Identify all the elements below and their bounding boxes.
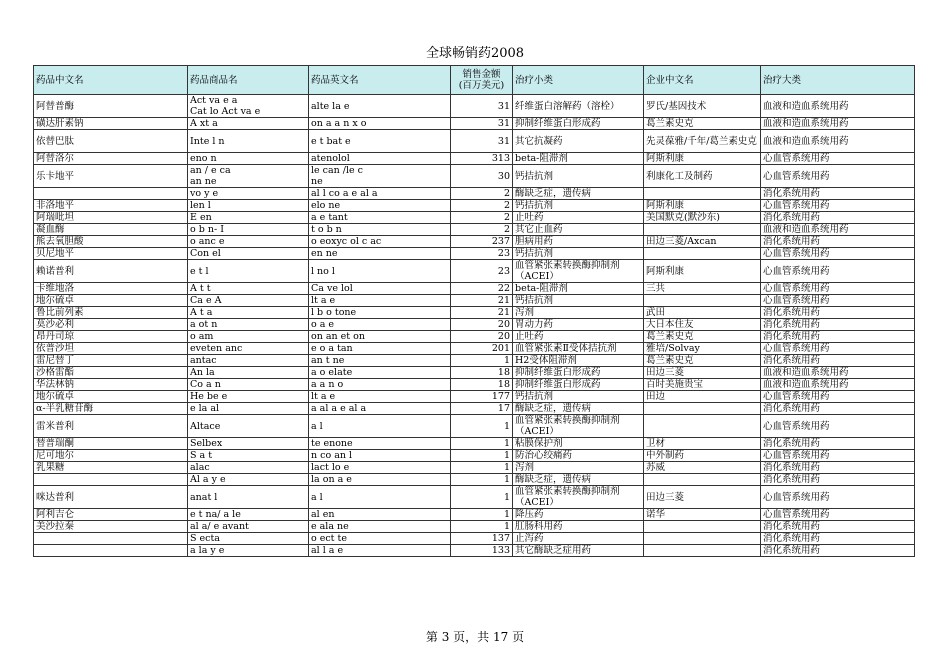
col-brand-name-cell: Co a n xyxy=(188,379,309,391)
table-row xyxy=(34,462,915,474)
col-sales-cell: 31 xyxy=(451,130,513,153)
col-company-cell: 田边三菱/Axcan xyxy=(644,236,761,248)
col-company-cell: 苏威 xyxy=(644,462,761,474)
table-row xyxy=(34,95,915,118)
col-brand-name-cell: Al a y e xyxy=(188,474,309,486)
col-brand-name-cell: a la y e xyxy=(188,545,309,557)
col-subclass-cell: 其它抗凝药 xyxy=(513,130,644,153)
col-sales-cell: 30 xyxy=(451,165,513,188)
col-subclass-cell: 酶缺乏症，遗传病 xyxy=(513,403,644,415)
col-subclass-cell: beta-阻滞剂 xyxy=(513,283,644,295)
col-cn-name-cell: 凝血酶 xyxy=(34,224,188,236)
col-en-name-cell: elo ne xyxy=(309,200,451,212)
col-company-cell: 大日本住友 xyxy=(644,319,761,331)
col-cn-name-cell: 阿替洛尔 xyxy=(34,153,188,165)
col-sales-cell: 1 xyxy=(451,486,513,509)
table-row xyxy=(34,188,915,200)
col-company-cell: 葛兰素史克 xyxy=(644,331,761,343)
table-row xyxy=(34,486,915,509)
col-sales-cell: 1 xyxy=(451,438,513,450)
col-en-name-cell: e o a tan xyxy=(309,343,451,355)
col-en-name-cell: o a e xyxy=(309,319,451,331)
col-sales-cell: 137 xyxy=(451,533,513,545)
col-class-cell: 血液和造血系统用药 xyxy=(761,118,915,130)
col-brand-name-cell: o am xyxy=(188,331,309,343)
col-en-name-cell: o eoxyc ol c ac xyxy=(309,236,451,248)
table-row xyxy=(34,130,915,153)
col-cn-name-cell xyxy=(34,474,188,486)
table-row xyxy=(34,212,915,224)
col-en-name-cell: al l co a e al a xyxy=(309,188,451,200)
col-sales-cell: 201 xyxy=(451,343,513,355)
col-class-header: 治疗大类 xyxy=(761,66,915,95)
col-en-name-cell: n co an l xyxy=(309,450,451,462)
col-subclass-cell: 抑制纤维蛋白形成药 xyxy=(513,118,644,130)
col-company-cell xyxy=(644,248,761,260)
table-row xyxy=(34,367,915,379)
col-cn-name-cell: 阿利吉仑 xyxy=(34,509,188,521)
col-brand-name-cell: Ca e A xyxy=(188,295,309,307)
col-subclass-cell: 止吐药 xyxy=(513,212,644,224)
col-brand-name-cell: Act va e a Cat lo Act va e xyxy=(188,95,309,118)
col-en-name-cell: a o elate xyxy=(309,367,451,379)
col-brand-name-cell: len l xyxy=(188,200,309,212)
col-brand-name-cell: al a/ e avant xyxy=(188,521,309,533)
col-cn-name-cell: 卡维地洛 xyxy=(34,283,188,295)
col-sales-cell: 18 xyxy=(451,379,513,391)
col-sales-cell: 17 xyxy=(451,403,513,415)
col-sales-cell: 313 xyxy=(451,153,513,165)
col-company-cell: 诺华 xyxy=(644,509,761,521)
col-en-name-cell: a l xyxy=(309,486,451,509)
col-subclass-cell: 钙拮抗剂 xyxy=(513,200,644,212)
col-subclass-header: 治疗小类 xyxy=(513,66,644,95)
col-cn-name-cell: 阿替普酶 xyxy=(34,95,188,118)
col-subclass-cell: 抑制纤维蛋白形成药 xyxy=(513,379,644,391)
col-sales-cell: 1 xyxy=(451,474,513,486)
drug-sales-table xyxy=(33,65,915,557)
col-cn-name-cell: 依替巴肽 xyxy=(34,130,188,153)
col-company-cell: 武田 xyxy=(644,307,761,319)
col-brand-name-cell: E en xyxy=(188,212,309,224)
col-cn-name-cell: 雷米普利 xyxy=(34,415,188,438)
col-subclass-cell: 血管紧张素Ⅱ受体拮抗剂 xyxy=(513,343,644,355)
col-en-name-cell: e t bat e xyxy=(309,130,451,153)
col-company-cell xyxy=(644,521,761,533)
col-en-name-cell: al en xyxy=(309,509,451,521)
col-subclass-cell: 其它止血药 xyxy=(513,224,644,236)
col-class-cell: 心血管系统用药 xyxy=(761,153,915,165)
col-en-name-cell: atenolol xyxy=(309,153,451,165)
col-brand-name-cell: e t na/ a le xyxy=(188,509,309,521)
col-cn-name-cell: 地尔硫卓 xyxy=(34,295,188,307)
col-subclass-cell: 泻剂 xyxy=(513,462,644,474)
col-cn-name-cell: 乳果糖 xyxy=(34,462,188,474)
col-sales-cell: 31 xyxy=(451,118,513,130)
col-sales-cell: 31 xyxy=(451,95,513,118)
col-en-name-cell: l no l xyxy=(309,260,451,283)
col-cn-name-cell: 雷尼替丁 xyxy=(34,355,188,367)
col-en-name-cell: a al a e al a xyxy=(309,403,451,415)
table-row xyxy=(34,474,915,486)
col-class-cell: 心血管系统用药 xyxy=(761,343,915,355)
col-subclass-cell: 止吐药 xyxy=(513,331,644,343)
table-row xyxy=(34,438,915,450)
col-class-cell: 血液和造血系统用药 xyxy=(761,379,915,391)
col-en-name-cell: en ne xyxy=(309,248,451,260)
col-brand-name-cell: A t a xyxy=(188,307,309,319)
col-en-name-cell: lt a e xyxy=(309,295,451,307)
col-sales-header: 销售金额 (百万美元) xyxy=(451,66,513,95)
col-cn-name-cell: 美沙拉秦 xyxy=(34,521,188,533)
col-brand-name-cell: Con el xyxy=(188,248,309,260)
col-class-cell: 消化系统用药 xyxy=(761,212,915,224)
col-brand-name-header: 药品商品名 xyxy=(188,66,309,95)
table-header-row xyxy=(34,66,915,95)
col-sales-cell: 2 xyxy=(451,200,513,212)
col-cn-name-cell: 昂丹司琼 xyxy=(34,331,188,343)
table-row xyxy=(34,236,915,248)
col-class-cell: 心血管系统用药 xyxy=(761,283,915,295)
col-en-name-cell: Ca ve lol xyxy=(309,283,451,295)
col-class-cell: 心血管系统用药 xyxy=(761,165,915,188)
col-en-name-cell: e ala ne xyxy=(309,521,451,533)
table-row xyxy=(34,248,915,260)
col-brand-name-cell: Inte l n xyxy=(188,130,309,153)
col-en-name-cell: le can /le c ne xyxy=(309,165,451,188)
col-subclass-cell: 抑制纤维蛋白形成药 xyxy=(513,367,644,379)
table-row xyxy=(34,200,915,212)
col-company-cell xyxy=(644,415,761,438)
col-brand-name-cell: eveten anc xyxy=(188,343,309,355)
col-subclass-cell: 酶缺乏症，遗传病 xyxy=(513,474,644,486)
col-class-cell: 血液和造血系统用药 xyxy=(761,95,915,118)
col-class-cell: 血液和造血系统用药 xyxy=(761,367,915,379)
table-row xyxy=(34,260,915,283)
col-company-cell: 葛兰素史克 xyxy=(644,355,761,367)
col-company-cell: 雅培/Solvay xyxy=(644,343,761,355)
col-class-cell: 消化系统用药 xyxy=(761,319,915,331)
col-subclass-cell: beta-阻滞剂 xyxy=(513,153,644,165)
col-subclass-cell: 血管紧张素转换酶抑制剂（ACEI） xyxy=(513,486,644,509)
col-company-cell: 阿斯利康 xyxy=(644,200,761,212)
col-sales-cell: 20 xyxy=(451,331,513,343)
table-row xyxy=(34,391,915,403)
col-company-cell: 百时美施贵宝 xyxy=(644,379,761,391)
col-class-cell: 心血管系统用药 xyxy=(761,295,915,307)
col-cn-name-cell: 尼可地尔 xyxy=(34,450,188,462)
table-row xyxy=(34,165,915,188)
col-subclass-cell: 止泻药 xyxy=(513,533,644,545)
col-subclass-cell: 防治心绞痛药 xyxy=(513,450,644,462)
col-subclass-cell: 钙拮抗剂 xyxy=(513,295,644,307)
col-subclass-cell: 钙拮抗剂 xyxy=(513,165,644,188)
table-row xyxy=(34,379,915,391)
col-sales-cell: 177 xyxy=(451,391,513,403)
col-brand-name-cell: e la al xyxy=(188,403,309,415)
col-brand-name-cell: eno n xyxy=(188,153,309,165)
col-brand-name-cell: a ot n xyxy=(188,319,309,331)
table-row xyxy=(34,545,915,557)
col-en-name-cell: lt a e xyxy=(309,391,451,403)
col-brand-name-cell: S a t xyxy=(188,450,309,462)
col-cn-name-cell: α-半乳糖苷酶 xyxy=(34,403,188,415)
table-row xyxy=(34,283,915,295)
table-row xyxy=(34,319,915,331)
col-en-name-cell: lact lo e xyxy=(309,462,451,474)
col-sales-cell: 1 xyxy=(451,355,513,367)
col-subclass-cell: 钙拮抗剂 xyxy=(513,248,644,260)
col-company-cell xyxy=(644,545,761,557)
col-company-cell xyxy=(644,403,761,415)
col-cn-name-cell xyxy=(34,533,188,545)
table-row xyxy=(34,450,915,462)
col-subclass-cell: 纤维蛋白溶解药（溶栓） xyxy=(513,95,644,118)
table-row xyxy=(34,118,915,130)
col-sales-cell: 22 xyxy=(451,283,513,295)
col-class-cell: 心血管系统用药 xyxy=(761,486,915,509)
col-class-cell: 心血管系统用药 xyxy=(761,248,915,260)
table-row xyxy=(34,331,915,343)
col-subclass-cell: H2受体阻滞剂 xyxy=(513,355,644,367)
page-title: 全球畅销药2008 xyxy=(425,46,525,61)
col-brand-name-cell: alac xyxy=(188,462,309,474)
col-en-name-cell: on a a n x o xyxy=(309,118,451,130)
col-sales-cell: 133 xyxy=(451,545,513,557)
table-row xyxy=(34,533,915,545)
col-cn-name-cell: 贝尼地平 xyxy=(34,248,188,260)
col-en-name-cell: alte la e xyxy=(309,95,451,118)
col-en-name-cell: on an et on xyxy=(309,331,451,343)
col-sales-cell: 21 xyxy=(451,307,513,319)
col-brand-name-cell: Selbex xyxy=(188,438,309,450)
col-class-cell: 消化系统用药 xyxy=(761,521,915,533)
col-class-cell: 消化系统用药 xyxy=(761,533,915,545)
col-class-cell: 消化系统用药 xyxy=(761,438,915,450)
col-class-cell: 消化系统用药 xyxy=(761,545,915,557)
col-class-cell: 消化系统用药 xyxy=(761,331,915,343)
col-brand-name-cell: An la xyxy=(188,367,309,379)
col-sales-cell: 18 xyxy=(451,367,513,379)
table-row xyxy=(34,403,915,415)
col-class-cell: 消化系统用药 xyxy=(761,474,915,486)
col-class-cell: 消化系统用药 xyxy=(761,188,915,200)
col-sales-cell: 2 xyxy=(451,224,513,236)
col-company-cell xyxy=(644,295,761,307)
col-en-name-cell: la on a e xyxy=(309,474,451,486)
col-en-name-cell: a e tant xyxy=(309,212,451,224)
table-row xyxy=(34,355,915,367)
col-brand-name-cell: Altace xyxy=(188,415,309,438)
col-en-name-cell: a l xyxy=(309,415,451,438)
col-company-cell: 田边三菱 xyxy=(644,486,761,509)
page-footer: 第 3 页，共 17 页 xyxy=(425,630,525,644)
col-company-cell: 葛兰素史克 xyxy=(644,118,761,130)
col-cn-name-cell xyxy=(34,188,188,200)
col-brand-name-cell: vo y e xyxy=(188,188,309,200)
col-class-cell: 消化系统用药 xyxy=(761,307,915,319)
col-cn-name-cell: 赖诺普利 xyxy=(34,260,188,283)
col-brand-name-cell: an / e ca an ne xyxy=(188,165,309,188)
col-class-cell: 心血管系统用药 xyxy=(761,415,915,438)
col-company-cell: 先灵葆雅/千年/葛兰素史克 xyxy=(644,130,761,153)
col-company-cell: 中外制药 xyxy=(644,450,761,462)
col-cn-name-cell: 替普瑞酮 xyxy=(34,438,188,450)
col-brand-name-cell: antac xyxy=(188,355,309,367)
col-brand-name-cell: e t l xyxy=(188,260,309,283)
col-en-name-cell: al l a e xyxy=(309,545,451,557)
col-class-cell: 消化系统用药 xyxy=(761,355,915,367)
col-company-cell: 卫材 xyxy=(644,438,761,450)
col-sales-cell: 21 xyxy=(451,295,513,307)
col-brand-name-cell: o b n- I xyxy=(188,224,309,236)
col-class-cell: 消化系统用药 xyxy=(761,236,915,248)
col-cn-name-header: 药品中文名 xyxy=(34,66,188,95)
col-company-cell xyxy=(644,224,761,236)
col-brand-name-cell: o anc e xyxy=(188,236,309,248)
col-sales-cell: 23 xyxy=(451,248,513,260)
col-subclass-cell: 血管紧张素转换酶抑制剂（ACEI） xyxy=(513,260,644,283)
col-subclass-cell: 酶缺乏症，遗传病 xyxy=(513,188,644,200)
col-en-name-cell: a a n o xyxy=(309,379,451,391)
col-company-header: 企业中文名 xyxy=(644,66,761,95)
col-cn-name-cell: 鲁比前列素 xyxy=(34,307,188,319)
col-cn-name-cell: 咪达普利 xyxy=(34,486,188,509)
table-row xyxy=(34,295,915,307)
col-subclass-cell: 血管紧张素转换酶抑制剂（ACEI） xyxy=(513,415,644,438)
col-en-name-cell: t o b n xyxy=(309,224,451,236)
col-subclass-cell: 粘膜保护剂 xyxy=(513,438,644,450)
col-sales-cell: 2 xyxy=(451,212,513,224)
col-company-cell xyxy=(644,474,761,486)
col-company-cell: 田边 xyxy=(644,391,761,403)
col-company-cell: 三共 xyxy=(644,283,761,295)
col-sales-cell: 237 xyxy=(451,236,513,248)
col-sales-cell: 1 xyxy=(451,462,513,474)
col-sales-cell: 23 xyxy=(451,260,513,283)
table-row xyxy=(34,343,915,355)
col-cn-name-cell: 磺达肝素钠 xyxy=(34,118,188,130)
col-en-name-cell: te enone xyxy=(309,438,451,450)
col-brand-name-cell: anat l xyxy=(188,486,309,509)
col-company-cell: 田边三菱 xyxy=(644,367,761,379)
table-row xyxy=(34,521,915,533)
col-company-cell: 利康化工及制药 xyxy=(644,165,761,188)
col-cn-name-cell: 依普沙坦 xyxy=(34,343,188,355)
col-cn-name-cell: 莫沙必利 xyxy=(34,319,188,331)
col-en-name-cell: l b o tone xyxy=(309,307,451,319)
col-en-name-cell: an t ne xyxy=(309,355,451,367)
col-company-cell: 美国默克(默沙东) xyxy=(644,212,761,224)
col-brand-name-cell: A xt a xyxy=(188,118,309,130)
col-subclass-cell: 降压药 xyxy=(513,509,644,521)
col-subclass-cell: 钙拮抗剂 xyxy=(513,391,644,403)
col-cn-name-cell: 阿瑞吡坦 xyxy=(34,212,188,224)
col-cn-name-cell: 非洛地平 xyxy=(34,200,188,212)
col-company-cell: 阿斯利康 xyxy=(644,153,761,165)
col-en-name-cell: o ect te xyxy=(309,533,451,545)
col-class-cell: 心血管系统用药 xyxy=(761,391,915,403)
col-subclass-cell: 肛肠科用药 xyxy=(513,521,644,533)
col-company-cell: 阿斯利康 xyxy=(644,260,761,283)
col-company-cell: 罗氏/基因技术 xyxy=(644,95,761,118)
col-cn-name-cell xyxy=(34,545,188,557)
col-subclass-cell: 胆病用药 xyxy=(513,236,644,248)
col-brand-name-cell: A t t xyxy=(188,283,309,295)
table-row xyxy=(34,307,915,319)
col-brand-name-cell: He be e xyxy=(188,391,309,403)
col-company-cell xyxy=(644,188,761,200)
col-class-cell: 心血管系统用药 xyxy=(761,450,915,462)
table-row xyxy=(34,415,915,438)
table-row xyxy=(34,509,915,521)
col-subclass-cell: 其它酶缺乏症用药 xyxy=(513,545,644,557)
col-brand-name-cell: S ecta xyxy=(188,533,309,545)
col-cn-name-cell: 地尔硫卓 xyxy=(34,391,188,403)
col-cn-name-cell: 华法林钠 xyxy=(34,379,188,391)
col-sales-cell: 1 xyxy=(451,509,513,521)
col-company-cell xyxy=(644,533,761,545)
col-subclass-cell: 胃动力药 xyxy=(513,319,644,331)
table-row xyxy=(34,224,915,236)
col-sales-cell: 1 xyxy=(451,415,513,438)
col-class-cell: 消化系统用药 xyxy=(761,462,915,474)
col-class-cell: 消化系统用药 xyxy=(761,403,915,415)
col-class-cell: 血液和造血系统用药 xyxy=(761,224,915,236)
col-class-cell: 血液和造血系统用药 xyxy=(761,130,915,153)
col-cn-name-cell: 熊去氧胆酸 xyxy=(34,236,188,248)
col-sales-cell: 2 xyxy=(451,188,513,200)
col-sales-cell: 1 xyxy=(451,521,513,533)
col-subclass-cell: 泻剂 xyxy=(513,307,644,319)
col-sales-cell: 1 xyxy=(451,450,513,462)
col-cn-name-cell: 沙格雷酯 xyxy=(34,367,188,379)
col-class-cell: 心血管系统用药 xyxy=(761,509,915,521)
col-sales-cell: 20 xyxy=(451,319,513,331)
col-cn-name-cell: 乐卡地平 xyxy=(34,165,188,188)
col-class-cell: 心血管系统用药 xyxy=(761,260,915,283)
table-row xyxy=(34,153,915,165)
table-body xyxy=(34,95,915,557)
col-class-cell: 心血管系统用药 xyxy=(761,200,915,212)
col-en-name-header: 药品英文名 xyxy=(309,66,451,95)
